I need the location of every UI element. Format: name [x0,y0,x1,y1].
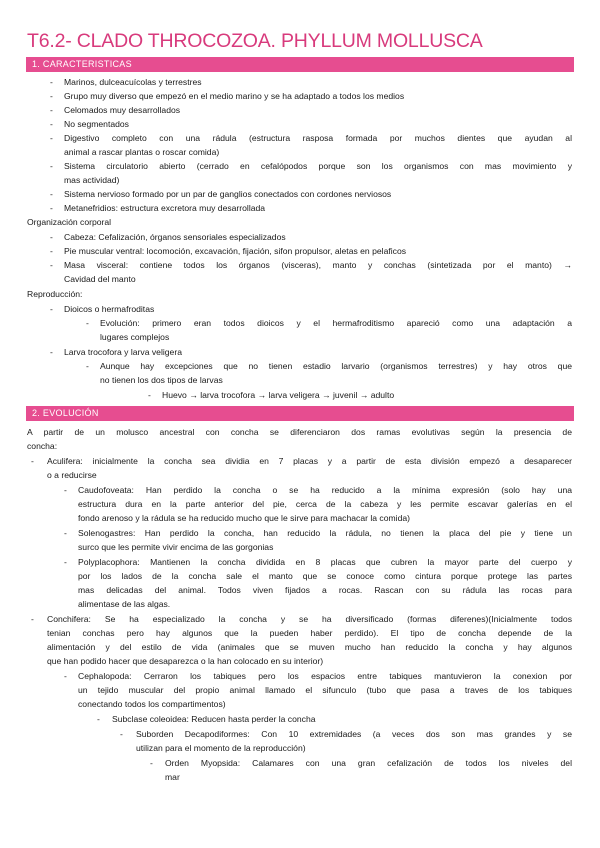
list-item: Marinos, dulceacuícolas y terrestres [64,77,202,87]
org-item: Masa visceral: contiene todos los órganos (visceras), manto y conchas (sintetizada por el manto) → [64,260,572,270]
list-item: Metanefridios: estructura excretora muy desarrollada [64,203,266,213]
evo-level5-item: Orden Myopsida: Calamares con una gran cefalización de todos los niveles del [165,758,572,768]
evo-subitem-cont: mas delicadas del animal. Todos viven fijados a rocas. Rascan con su rádula las rocas para [78,585,572,595]
evo-subitem-cont: un tejido muscular del propio animal llamado el sifunculo (tubo que pasa a traves de los tabiques [78,685,572,695]
list-dash: - [50,161,53,171]
list-item: Sistema circulatorio abierto (cerrado en cefalópodos porque son los organismos con mas movimiento y [64,161,572,171]
evo-subitem-cont: estructura dura en la parte anterior del pie, cerca de la cabeza y les permite escavar galerías en el [78,499,572,509]
evo-level4-item-cont: utilizan para el momento de la reproducción) [136,743,306,753]
list-dash: - [31,614,34,624]
list-dash: - [50,347,53,357]
evo-subitem: Solenogastres: Han perdido la concha, han reducido la rádula, no tienen la placa del pie y tiene un [78,528,572,538]
repro-item: Larva trocofora y larva veligera [64,347,182,357]
list-dash: - [64,485,67,495]
repro-subitem: Evolución: primero eran todos dioicos y el hermafroditismo apareció como una adaptación a [100,318,572,328]
list-dash: - [50,203,53,213]
org-item: Pie muscular ventral: locomoción, excavación, fijación, sifon propulsor, aletas en pelaficos [64,246,407,256]
org-item: Cabeza: Cefalización, órganos sensoriales especializados [64,232,286,242]
repro-subitem: Aunque hay excepciones que no tienen estadio larvario (organismos terrestres) y hay otros que [100,361,572,371]
list-dash: - [150,758,153,768]
list-dash: - [31,456,34,466]
evo-item: Aculifera: inicialmente la concha sea dividia en 7 placas y a partir de esta división empezó a desaparecer [47,456,572,466]
paragraph-line: concha: [27,441,58,451]
list-dash: - [64,671,67,681]
evo-item-cont: o a reducirse [47,470,97,480]
list-dash: - [50,91,53,101]
list-item: Celomados muy desarrollados [64,105,181,115]
evo-subitem: Polyplacophora: Mantienen la concha dividida en 8 placas que cubren la mayor parte del cuerpo y [78,557,572,567]
list-dash: - [64,557,67,567]
repro-item: Dioicos o hermafroditas [64,304,155,314]
evo-level4-item: Suborden Decapodiformes: Con 10 extremidades (a veces dos son mas grandes y se [136,729,572,739]
evo-item-cont: tenian conchas pero hay algunos que la pueden haber perdido). El tipo de concha depende de la [47,628,572,638]
list-dash: - [50,119,53,129]
list-dash: - [50,304,53,314]
list-dash: - [50,189,53,199]
list-dash: - [50,246,53,256]
evo-item: Conchifera: Se ha especializado la concha y se ha diversificado (formas diferenes)(Inicialmente todos [47,614,572,624]
list-dash: - [50,232,53,242]
evo-subitem-cont: por los lados de la concha sale el manto que se conoce como cintura porque protege las partes [78,571,572,581]
section-heading-caracteristicas: 1. CARACTERISTICAS [26,57,574,72]
list-dash: - [86,361,89,371]
evo-subitem-cont: conectando todos los compartimentos) [78,699,226,709]
evo-subitem-cont: surco que les permite vivir encima de las gorgonias [78,542,274,552]
list-item: No segmentados [64,119,129,129]
list-dash: - [97,714,100,724]
list-dash: - [86,318,89,328]
list-dash: - [50,133,53,143]
page-title: T6.2- CLADO THROCOZOA. PHYLLUM MOLLUSCA [27,30,483,52]
org-item-cont: Cavidad del manto [64,274,136,284]
paragraph-line: A partir de un molusco ancestral con concha se diferenciaron dos ramas evolutivas según la presencia de [27,427,572,437]
evo-subitem-cont: alimentase de las algas. [78,599,171,609]
org-label: Organización corporal [27,217,112,227]
evo-level5-item-cont: mar [165,772,180,782]
list-dash: - [50,260,53,270]
evo-subitem-cont: fondo arenoso y la rádula se ha reducido mucho que le sirve para machacar la comida) [78,513,411,523]
evo-item-cont: alimentación y del estilo de vida (animales que se muven mucho han reducido la concha y hay algunos [47,642,572,652]
list-dash: - [64,528,67,538]
repro-sequence: Huevo → larva trocofora → larva veligera → juvenil → adulto [162,390,395,400]
evo-subsubitem: Subclase coleoidea: Reducen hasta perder la concha [112,714,316,724]
list-item-cont: mas actividad) [64,175,120,185]
repro-subitem-cont: no tienen los dos tipos de larvas [100,375,223,385]
list-dash: - [50,105,53,115]
list-item: Digestivo completo con una rádula (estructura rasposa formada por muchos dientes que ayudan al [64,133,572,143]
list-dash: - [148,390,151,400]
evo-item-cont: que han podido hacer que desaparezca o la han colocado en su interior) [47,656,324,666]
list-dash: - [50,77,53,87]
list-item: Sistema nervioso formado por un par de ganglios conectados con cordones nerviosos [64,189,392,199]
list-dash: - [120,729,123,739]
evo-subitem: Cephalopoda: Cerraron los tabiques pero los espacios entre tabiques mantuvieron la conexion por [78,671,572,681]
repro-label: Reproducción: [27,289,83,299]
repro-subitem-cont: lugares complejos [100,332,170,342]
list-item-cont: animal a rascar plantas o roscar comida) [64,147,220,157]
list-item: Grupo muy diverso que empezó en el medio marino y se ha adaptado a todos los medios [64,91,405,101]
section-heading-evolucion: 2. EVOLUCIÓN [26,406,574,421]
evo-subitem: Caudofoveata: Han perdido la concha o se ha reducido a la mínima expresión (solo hay una [78,485,572,495]
